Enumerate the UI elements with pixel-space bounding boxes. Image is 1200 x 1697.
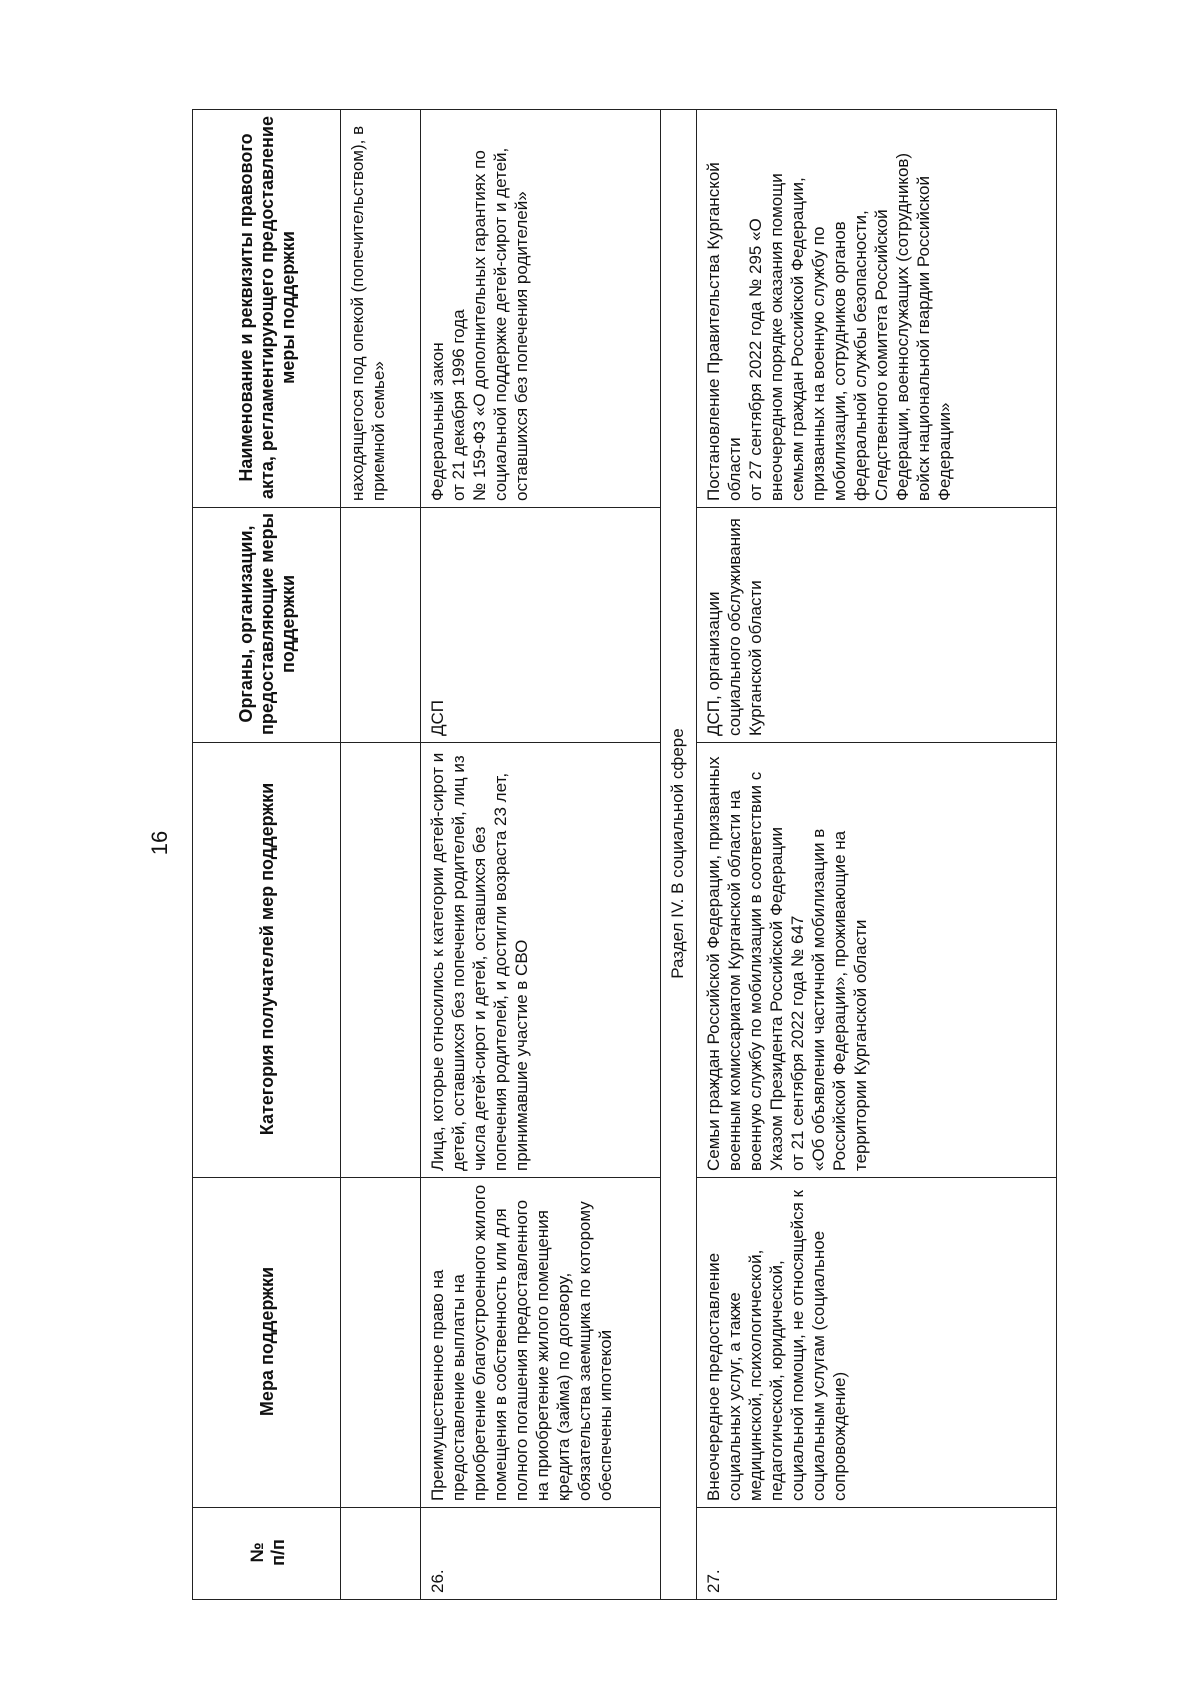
cell-act: Федеральный закон от 21 декабря 1996 года № 159-ФЗ «О дополнительных гарантиях по социальной поддержке детей-сирот и детей, оставшихся без попечения родителей» bbox=[421, 110, 661, 508]
cell-measure: Внеочередное предоставление социальных услуг, а также медицинской, психологической, педагогической, юридической, социальной помощи, не относящейся к социальным услугам (социальное сопровождение) bbox=[697, 1178, 1057, 1508]
cell-measure: Преимущественное право на предоставление выплаты на приобретение благоустроенного жилого помещения в собственность или для полного погашения предоставленного на приобретение жилого помещения кредита (займа) по договору, обязательства заемщика по которому обеспечены ипотекой bbox=[421, 1178, 661, 1508]
cell-number bbox=[341, 1508, 421, 1600]
cell-organ: ДСП, организации социального обслуживания Курганской области bbox=[697, 508, 1057, 743]
header-number: № п/п bbox=[193, 1508, 341, 1600]
section-title: Раздел IV. В социальной сфере bbox=[661, 110, 697, 1600]
cell-category: Семьи граждан Российской Федерации, призванных военным комиссариатом Курганской области на военную службу по мобилизации в соответствии с Указом Президента Российской Федерации от 21 сентября 2022 года № 647 «Об объявлении частичной мобилизации в Российской Федерации», проживающие на территории Курганской области bbox=[697, 743, 1057, 1178]
cell-category: Лица, которые относились к категории детей-сирот и детей, оставшихся без попечения родителей, лиц из числа детей-сирот и детей, оставшихся без попечения родителей, и достигли возраста 23 лет, принимавшие участие в СВО bbox=[421, 743, 661, 1178]
cell-number: 26. bbox=[421, 1508, 661, 1600]
cell-organ bbox=[341, 508, 421, 743]
cell-number: 27. bbox=[697, 1508, 1057, 1600]
table-row bbox=[341, 110, 421, 1600]
table-header-row bbox=[193, 110, 341, 1600]
cell-act: находящегося под опекой (попечительством), в приемной семье» bbox=[341, 110, 421, 508]
section-row bbox=[661, 110, 697, 1600]
page-number: 16 bbox=[147, 830, 172, 856]
support-measures-table bbox=[192, 109, 1057, 1600]
cell-category bbox=[341, 743, 421, 1178]
cell-act: Постановление Правительства Курганской области от 27 сентября 2022 года № 295 «О внеочередном порядке оказания помощи семьям граждан Российской Федерации, призванных на военную службу по мобилизации, сотрудников органов федеральной службы безопасности, Следственного комитета Российской Федерации, военнослужащих (сотрудников) войск национальной гвардии Российской Федерации» bbox=[697, 110, 1057, 508]
table-row bbox=[697, 110, 1057, 1600]
header-category: Категория получателей мер поддержки bbox=[193, 743, 341, 1178]
table-row bbox=[421, 110, 661, 1600]
cell-measure bbox=[341, 1178, 421, 1508]
cell-organ: ДСП bbox=[421, 508, 661, 743]
rotated-page bbox=[192, 110, 1102, 1600]
header-act: Наименование и реквизиты правового акта, регламентирующего предоставление меры поддержки bbox=[193, 110, 341, 508]
header-measure: Мера поддержки bbox=[193, 1178, 341, 1508]
header-organ: Органы, организации, предоставляющие меры поддержки bbox=[193, 508, 341, 743]
